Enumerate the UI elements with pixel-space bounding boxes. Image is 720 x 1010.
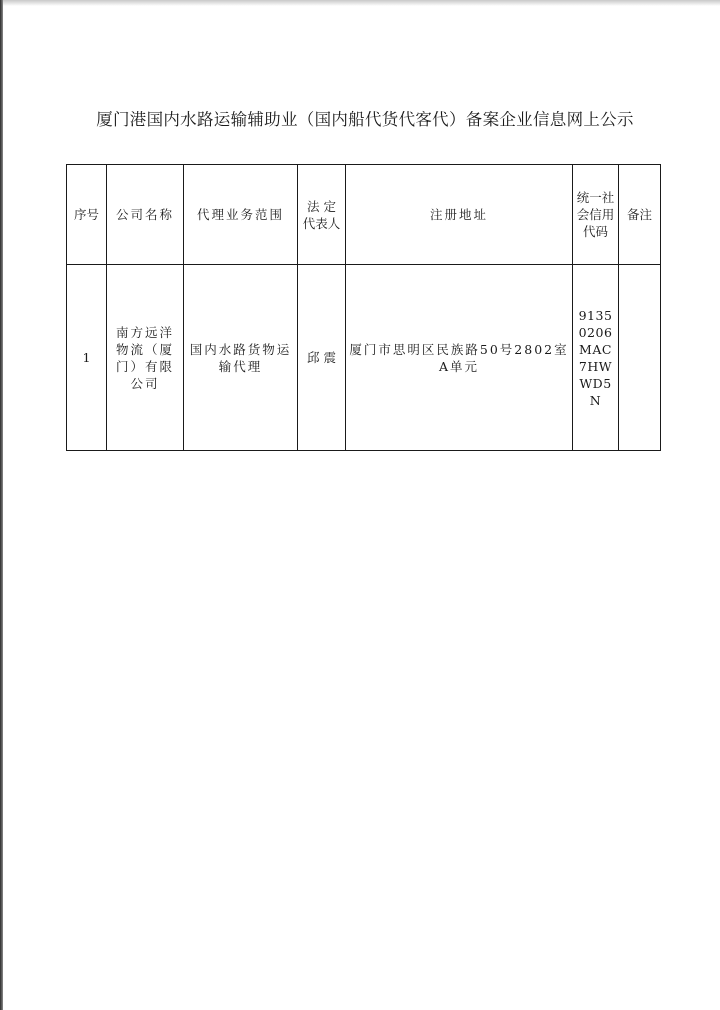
header-seq: 序号	[67, 165, 107, 265]
registration-table	[66, 164, 661, 451]
header-legal-rep: 法 定 代表人	[298, 165, 346, 265]
header-note: 备注	[619, 165, 661, 265]
header-credit-code: 统一社会信用代码	[573, 165, 619, 265]
cell-legal-rep: 邱 震	[298, 265, 346, 451]
table-row	[67, 265, 661, 451]
cell-seq: 1	[67, 265, 107, 451]
scan-left-edge	[0, 0, 3, 1010]
header-scope: 代理业务范围	[184, 165, 298, 265]
document-title: 厦门港国内水路运输辅助业（国内船代货代客代）备案企业信息网上公示	[96, 110, 634, 129]
header-company: 公司名称	[107, 165, 184, 265]
scan-top-edge	[0, 0, 720, 6]
cell-company: 南方远洋物流（厦门）有限公司	[107, 265, 184, 451]
header-row	[67, 165, 661, 265]
cell-address: 厦门市思明区民族路50号2802室A单元	[346, 265, 573, 451]
cell-scope: 国内水路货物运输代理	[184, 265, 298, 451]
header-address: 注册地址	[346, 165, 573, 265]
cell-credit-code: 91350206MAC7HWWD5N	[573, 265, 619, 451]
cell-note	[619, 265, 661, 451]
